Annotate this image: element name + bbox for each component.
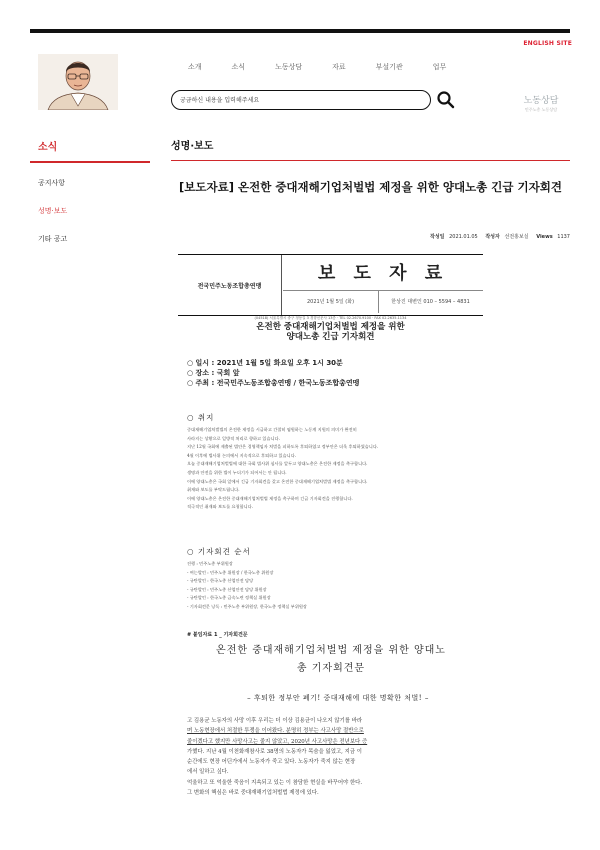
statement-body (187, 716, 487, 798)
body-line: 고 김용균 노동자의 사망 이후 우리는 더 이상 김용균이 나오지 않기를 바라 (187, 718, 363, 724)
purpose-line: 취재와 보도를 부탁드립니다. (187, 487, 240, 493)
order-line: - 규탄발언 : 한국노총 금속노련 정책실 위원장 (187, 595, 271, 601)
doc-heading (178, 322, 483, 342)
search-icon[interactable] (436, 90, 456, 110)
doc-heading-line-1: 온전한 중대재해기업처벌법 제정을 위한 (256, 322, 405, 332)
purpose-line: 이에 양대노총은 온전한 중대재해기업처벌법 제정을 촉구하며 긴급 기자회견을 진행합니다. (187, 495, 353, 501)
sidebar-divider (30, 161, 150, 163)
sidebar-title: 소식 (38, 142, 58, 153)
press-address: (04518) 서울특별시 중구 정동길 3 경향신문사 13층 · TEL 02.2670.9100 · FAX 02.2635.1134 (254, 316, 407, 320)
body-line: 에서 일하고 싶다. (187, 769, 229, 776)
purpose-line: 오늘 중대재해기업처벌법에 대한 국회 법사위 심사를 앞두고 양대노총은 온전한 제정을 촉구합니다. (187, 461, 368, 467)
section-purpose-heading: ○ 취지 (187, 413, 215, 422)
section-order-heading: ○ 기자회견 순서 (187, 547, 251, 556)
press-header-box (178, 254, 483, 316)
page-title: 성명·보도 (171, 141, 214, 152)
post-meta (430, 233, 570, 240)
order-text (187, 560, 487, 612)
body-line: 순간에도 현장 어딘가에서 노동자가 죽고 있다. 노동자가 죽지 않는 현장 (187, 759, 356, 766)
nav-resources[interactable]: 자료 (332, 63, 346, 71)
search-input[interactable] (171, 90, 431, 110)
purpose-line: 4월 이후에 법사위 논의에서 지속적으로 후퇴하고 있습니다. (187, 452, 297, 458)
consult-subtitle: 민주노총 노동상담 (524, 107, 558, 112)
press-date: 2021년 1월 5일 (화) (283, 290, 379, 313)
avatar-illustration (38, 54, 118, 110)
nav-about[interactable]: 소개 (188, 63, 202, 71)
page-title-divider (171, 160, 570, 161)
attachment-label: # 붙임자료 1 _ 기자회견문 (187, 632, 248, 638)
sidebar-item-statements[interactable]: 성명·보도 (38, 207, 68, 215)
order-line: - 규탄발언 : 한국노총 산업안전 담당 (187, 578, 254, 584)
body-line: 그 변화의 핵심은 바로 중대재해기업처벌법 제정에 있다. (187, 790, 319, 797)
attachment-title-line-2: 총 기자회견문 (296, 663, 366, 674)
date-label: 작성일 (430, 234, 445, 240)
nav-affiliates[interactable]: 부설기관 (375, 63, 403, 71)
purpose-line: 적극적인 취재와 보도를 요청합니다. (187, 504, 254, 510)
event-info (187, 358, 359, 388)
nav-news[interactable]: 소식 (231, 63, 246, 71)
nav-labor-consult[interactable]: 노동상담 (275, 63, 303, 71)
purpose-line: 지난 12월 국회에 제출된 법안은 경영책임자 처벌을 피하도록 후퇴하였고 정부안은 더욱 후퇴하였습니다. (187, 444, 379, 450)
order-line: - 규탄발언 : 민주노총 산업안전 담당 위원장 (187, 586, 267, 592)
press-org: 전국민주노동조합총연맹 (178, 255, 282, 315)
attachment-title (181, 642, 481, 678)
sidebar-menu (38, 178, 67, 262)
search-placeholder: 궁금하신 내용을 입력해주세요 (180, 97, 260, 104)
order-line: 진행 : 민주노총 부위원장 (187, 561, 233, 566)
press-title: 보 도 자 료 (317, 263, 449, 284)
event-place: ○ 장소 : 국회 앞 (187, 369, 240, 377)
consult-title: 노동상담 (523, 96, 559, 106)
body-line: 줄이겠다고 했지만 사망사고는 줄지 않았고, 2020년 사고사망은 전년보다 증 (187, 738, 368, 745)
body-line: 며 노동현장에서 처절한 투쟁을 이어왔다. 분명히 정부는 사고사망 절반으로 (187, 728, 364, 735)
author-label: 작성자 (485, 234, 500, 240)
english-site-link[interactable]: ENGLISH SITE (523, 40, 572, 47)
purpose-line: 중대재해기업처벌법의 온전한 제정을 시급하고 간절히 염원하는 노동계 지원의 의미가 완전히 (187, 427, 357, 432)
body-line: 가했다. 지난 4월 이천화재참사로 38명의 노동자가 목숨을 잃었고, 지금 이 (187, 748, 362, 755)
order-line: - 기자회견문 낭독 : 민주노총 부위원장, 한국노총 정책실 부위원장 (187, 603, 307, 609)
event-host: ○ 주최 : 전국민주노동조합총연맹 / 한국노동조합총연맹 (187, 379, 360, 387)
views-label: Views (536, 234, 553, 240)
nav-work[interactable]: 업무 (432, 63, 447, 71)
sidebar-item-other-notices[interactable]: 기타 공고 (38, 235, 68, 243)
attachment-subtitle: – 후퇴한 정부안 폐기! 중대재해에 대한 명확한 처벌! – (247, 694, 429, 702)
global-nav (188, 62, 476, 72)
order-line: - 여는발언 : 민주노총 위원장 / 한국노총 위원장 (187, 569, 274, 575)
post-views: 1137 (557, 234, 570, 240)
labor-consult-link[interactable] (516, 93, 566, 113)
event-time: ○ 일시 : 2021년 1월 5일 화요일 오후 1시 30분 (187, 359, 343, 367)
purpose-line: 이에 양대노총은 국회 앞에서 긴급 기자회견을 갖고 온전한 중대재해기업처벌법 제정을 촉구합니다. (187, 478, 368, 484)
attachment-title-line-1: 온전한 중대재해기업처벌법 제정을 위한 양대노 (216, 645, 446, 656)
body-line: 억울하고 또 억울한 죽음이 지속되고 있는 이 참담한 현실을 바꾸어야 한다. (187, 779, 363, 786)
post-author: 선전홍보실 (504, 234, 529, 240)
purpose-line: 사라지는 상황으로 일방적 처리로 향하고 있습니다. (187, 435, 280, 441)
post-title: [보도자료] 온전한 중대재해기업처벌법 제정을 위한 양대노총 긴급 기자회견 (179, 180, 562, 194)
sidebar-item-notice[interactable]: 공지사항 (38, 179, 66, 187)
doc-heading-line-2: 양대노총 긴급 기자회견 (286, 332, 375, 342)
purpose-text (187, 426, 487, 512)
post-date: 2021.01.05 (449, 234, 478, 240)
press-contact: 한상진 대변인 010 – 5594 – 4831 (378, 290, 483, 313)
purpose-line: 생명과 안전을 위한 법이 누더기가 되어서는 안 됩니다. (187, 469, 287, 475)
top-bar (30, 29, 570, 33)
